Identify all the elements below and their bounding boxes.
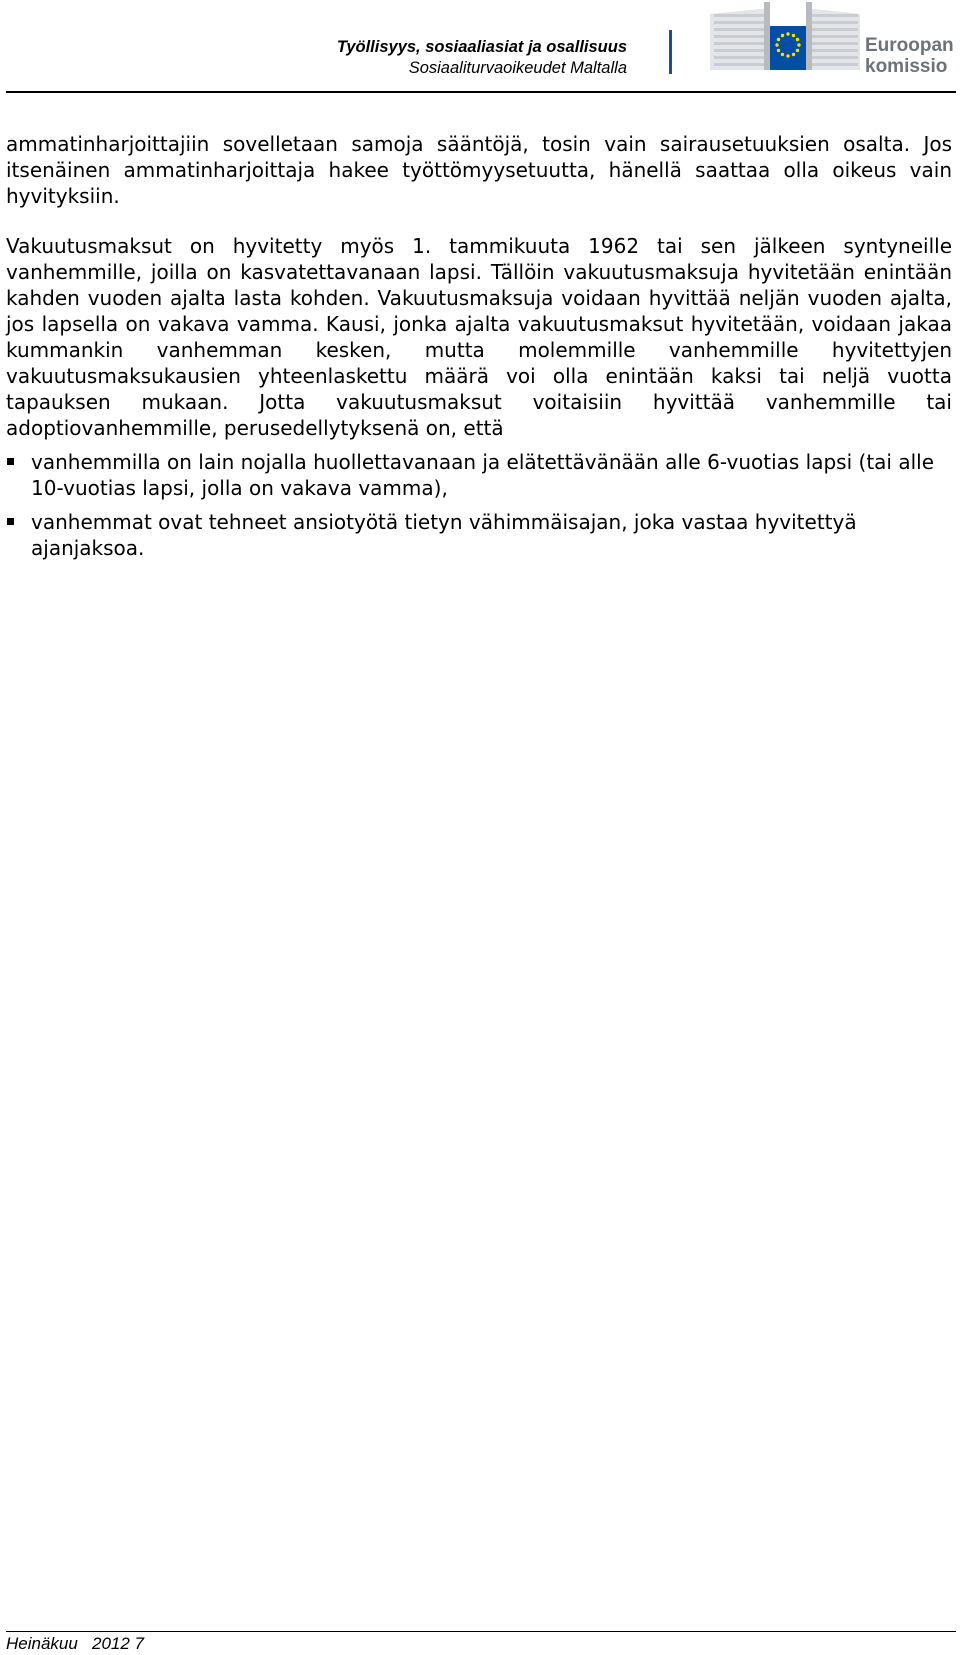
list-item-text: vanhemmat ovat tehneet ansiotyötä tietyn vähimmäisajan, joka vastaa hyvitettyä ajanjaksoa. xyxy=(31,510,857,560)
european-commission-logo xyxy=(710,2,960,80)
header-divider xyxy=(6,91,956,93)
logo-line-1: Euroopan xyxy=(865,35,954,56)
logo-line-2: komissio xyxy=(865,56,948,77)
list-item xyxy=(6,449,952,501)
paragraph-2: Vakuutusmaksut on hyvitetty myös 1. tammikuuta 1962 tai sen jälkeen syntyneille vanhemmille, joilla on kasvatettavanaan lapsi. Tällöin vakuutusmaksuja hyvitetään enintään kahden vuoden ajalta lasta kohden. Vakuutusmaksuja voidaan hyvittää neljän vuoden ajalta, jos lapsella on vakava vamma. Kausi, jonka ajalta vakuutusmaksut hyvitetään, voidaan jakaa kummankin vanhemman kesken, mutta molemmille vanhemmille hyvitettyjen vakuutusmaksukausien yhteenlaskettu määrä voi olla enintään kaksi tai neljä vuotta tapauksen mukaan. Jotta vakuutusmaksut voitaisiin hyvittää vanhemmille tai adoptiovanhemmille, perusedellytyksenä on, että xyxy=(6,234,952,440)
header-separator xyxy=(669,30,672,74)
header-subtitle: Sosiaaliturvaoikeudet Maltalla xyxy=(408,59,627,77)
page-footer: Heinäkuu 2012 7 xyxy=(6,1634,144,1653)
logo-wordmark xyxy=(865,35,954,77)
footer-divider xyxy=(6,1631,956,1632)
page-header xyxy=(0,0,960,92)
header-title-block xyxy=(337,37,627,79)
list-item-text: vanhemmilla on lain nojalla huollettavanaan ja elätettävänään alle 6-vuotias lapsi (tai alle 10-vuotias lapsi, jolla on vakava vamma), xyxy=(31,450,935,500)
paragraph-1: ammatinharjoittajiin sovelletaan samoja sääntöjä, tosin vain sairausetuuksien osalta. Jos itsenäinen ammatinharjoittaja hakee työttömyysetuutta, hänellä saattaa olla oikeus vain hyvityksiin. xyxy=(6,132,952,208)
condition-list xyxy=(6,449,952,561)
list-item xyxy=(6,509,952,561)
square-bullet-icon xyxy=(7,458,14,465)
document-body xyxy=(6,131,952,561)
header-title: Työllisyys, sosiaaliasiat ja osallisuus xyxy=(336,38,627,56)
square-bullet-icon xyxy=(7,518,14,525)
